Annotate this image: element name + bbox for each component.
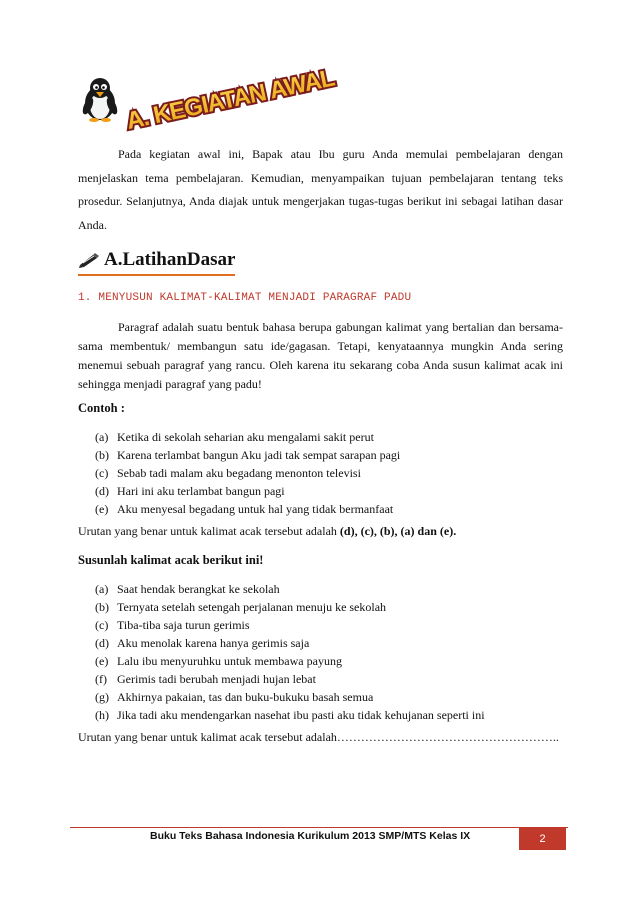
exercise-label: Susunlah kalimat acak berikut ini! <box>78 553 264 567</box>
sub-heading: 1. MENYUSUN KALIMAT-KALIMAT MENJADI PARAGRAF PADU <box>78 292 412 304</box>
footer-divider <box>70 827 568 828</box>
explanation-paragraph <box>78 318 563 394</box>
footer-text: Buku Teks Bahasa Indonesia Kurikulum 2013 SMP/MTS Kelas IX <box>150 830 471 842</box>
list-item: (d) Hari ini aku terlambat bangun pagi <box>95 484 285 498</box>
section-title-text: A.LatihanDasar <box>104 249 236 270</box>
list-item: (b) Ternyata setelah setengah perjalanan menuju ke sekolah <box>95 600 387 614</box>
list-item: (e) Lalu ibu menyuruhku untuk membawa payung <box>95 654 342 668</box>
page-number: 2 <box>519 827 566 850</box>
contoh-answer-value: (d), (c), (b), (a) dan (e). <box>339 524 457 538</box>
section-banner <box>118 64 337 135</box>
section-title <box>78 248 235 276</box>
exercise-list <box>95 580 485 724</box>
intro-paragraph <box>78 143 563 237</box>
explanation-text: Paragraf adalah suatu bentuk bahasa berupa gabungan kalimat yang bertalian dan bersama-sama membentuk/ membangun satu ide/gagasan. Tetapi, kenyataannya mungkin Anda sering menemui sebuah paragraf yang rancu. Oleh karena itu sekarang coba Anda susun kalimat acak ini sehingga menjadi paragraf yang padu! <box>78 320 563 391</box>
list-item: (f) Gerimis tadi berubah menjadi hujan lebat <box>95 672 316 686</box>
contoh-label: Contoh : <box>78 401 125 415</box>
banner-text: A. KEGIATAN AWAL <box>123 64 337 135</box>
list-item: (a) Saat hendak berangkat ke sekolah <box>95 582 280 596</box>
intro-text: Pada kegiatan awal ini, Bapak atau Ibu guru Anda memulai pembelajaran dengan menjelaskan tema pembelajaran. Kemudian, menyampaikan tujuan pembelajaran tentang teks prosedur. Selanjutnya, Anda diajak untuk mengerjakan tugas-tugas berikut ini sebagai latihan dasar Anda. <box>78 147 563 232</box>
list-item: (c) Tiba-tiba saja turun gerimis <box>95 618 250 632</box>
list-item: (a) Ketika di sekolah seharian aku mengalami sakit perut <box>95 430 374 444</box>
contoh-answer <box>78 524 456 539</box>
list-item: (h) Jika tadi aku mendengarkan nasehat ibu pasti aku tidak kehujanan seperti ini <box>95 708 485 722</box>
list-item: (d) Aku menolak karena hanya gerimis saja <box>95 636 310 650</box>
contoh-list <box>95 428 400 518</box>
list-item: (b) Karena terlambat bangun Aku jadi tak sempat sarapan pagi <box>95 448 401 462</box>
penguin-icon <box>78 76 122 122</box>
list-item: (e) Aku menyesal begadang untuk hal yang tidak bermanfaat <box>95 502 394 516</box>
contoh-answer-prefix: Urutan yang benar untuk kalimat acak tersebut adalah <box>78 524 340 538</box>
list-item: (c) Sebab tadi malam aku begadang menonton televisi <box>95 466 361 480</box>
list-item: (g) Akhirnya pakaian, tas dan buku-bukuku basah semua <box>95 690 374 704</box>
exercise-answer-line: Urutan yang benar untuk kalimat acak tersebut adalah……………………………………………….. <box>78 730 559 744</box>
pen-icon <box>78 252 100 268</box>
